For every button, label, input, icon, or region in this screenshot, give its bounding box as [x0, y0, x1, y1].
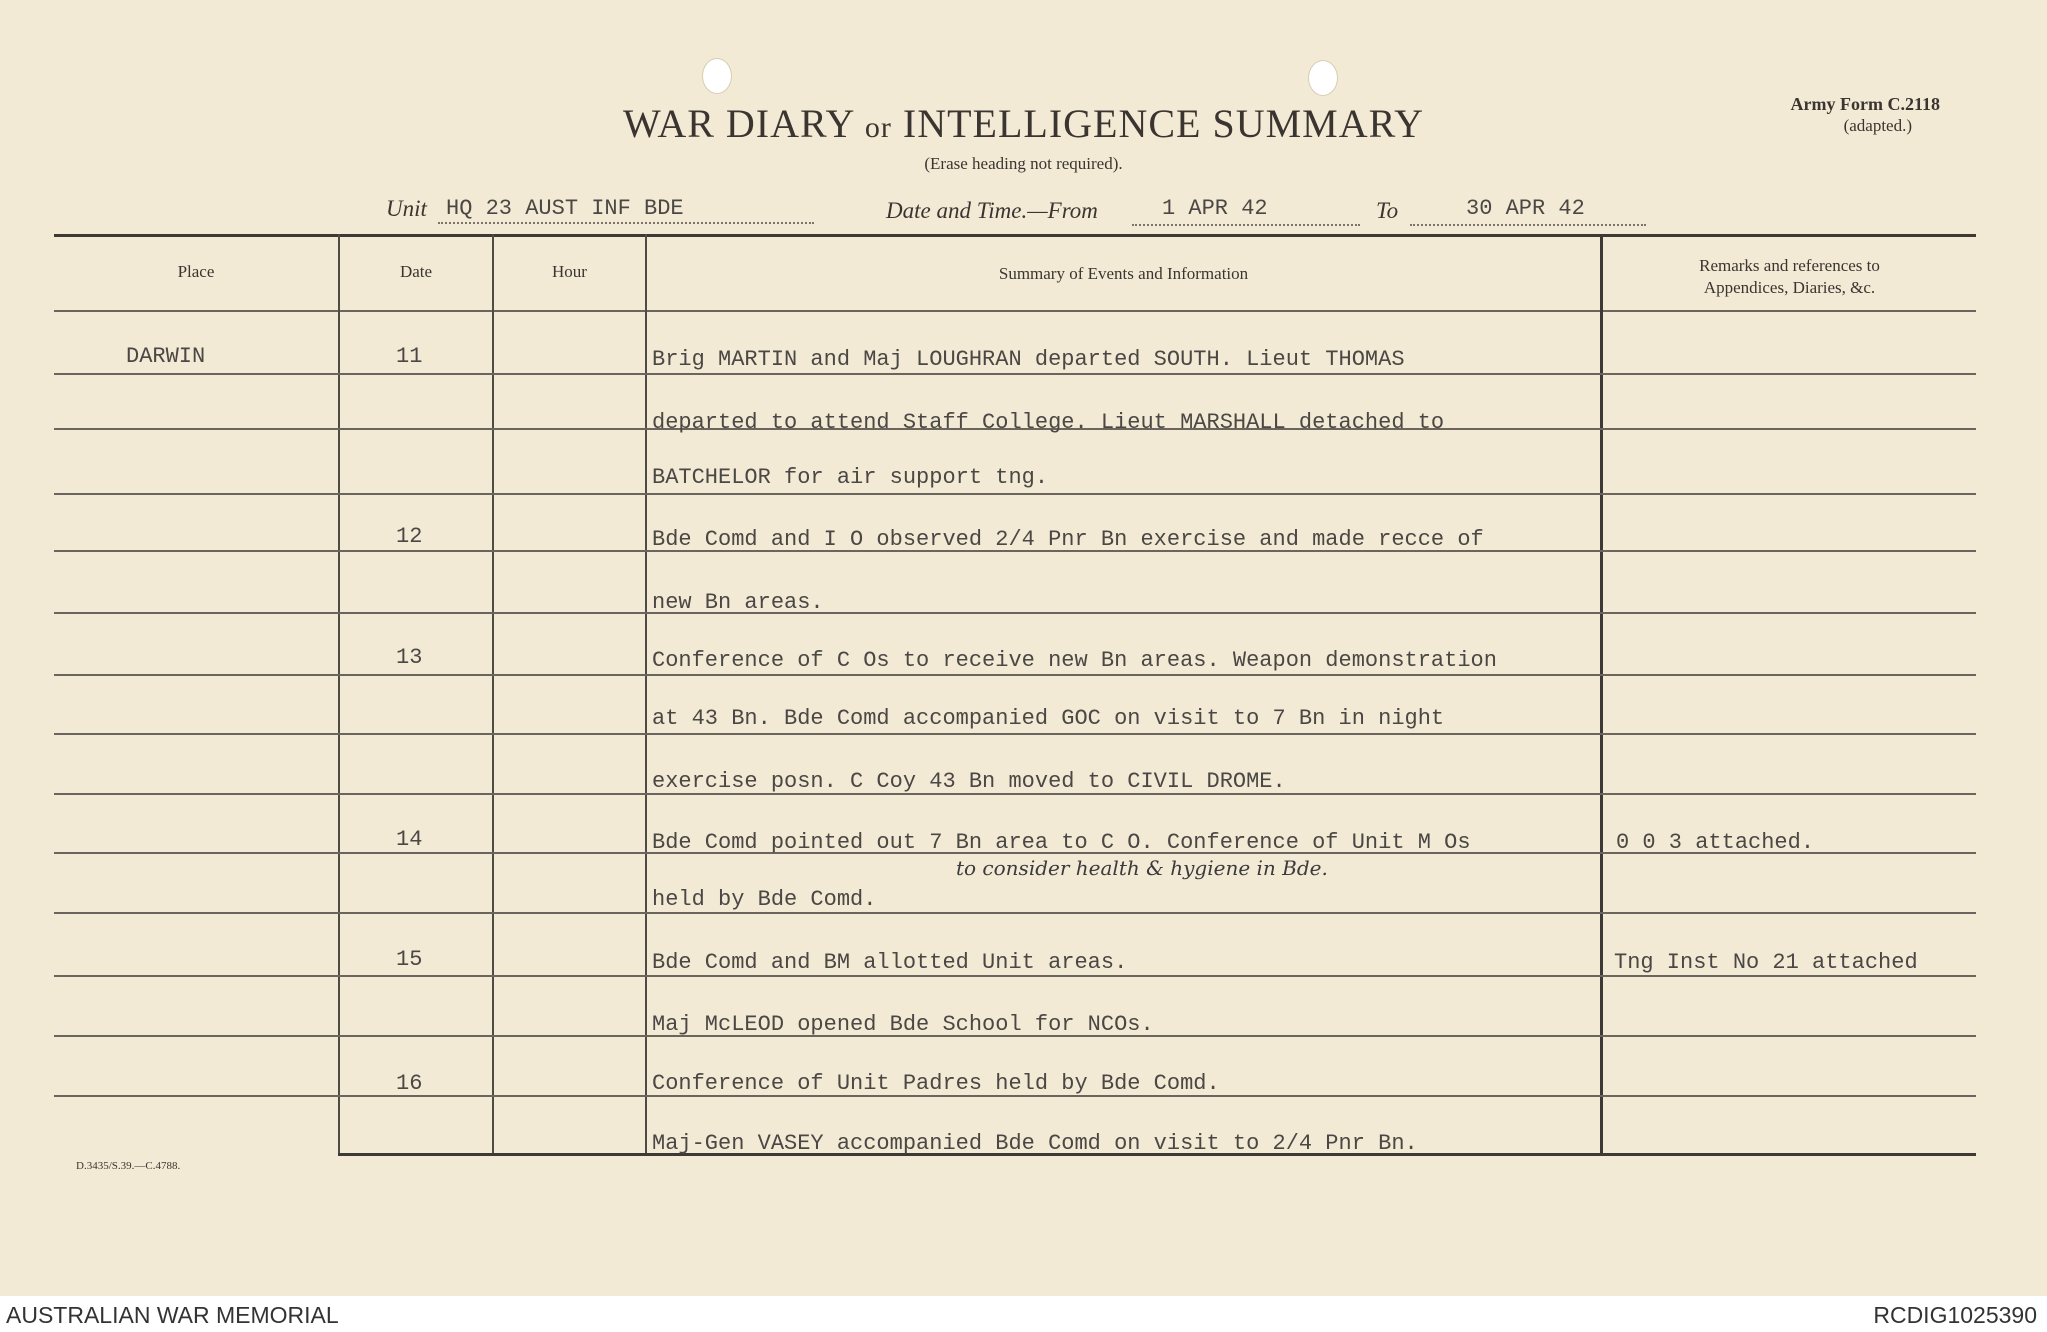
table-top-rule: [54, 234, 1976, 237]
col-header-place: Place: [177, 262, 215, 281]
row-rule: [54, 733, 1976, 735]
summary-cell: Conference of C Os to receive new Bn areas. Weapon demonstration: [652, 648, 1497, 673]
summary-cell: exercise posn. C Coy 43 Bn moved to CIVIL DROME.: [652, 769, 1286, 794]
col-divider-place: [338, 234, 340, 1154]
remarks-cell: 0 0 3 attached.: [1616, 830, 1815, 855]
to-value: 30 APR 42: [1466, 196, 1585, 221]
summary-cell: held by Bde Comd.: [652, 887, 877, 912]
date-cell: 11: [396, 344, 423, 369]
summary-cell: BATCHELOR for air support tng.: [652, 465, 1049, 490]
subtitle: (Erase heading not required).: [924, 154, 1123, 173]
col-divider-hour: [645, 234, 647, 1154]
col-divider-date: [492, 234, 494, 1154]
to-label: To: [1376, 198, 1399, 223]
punch-hole-right: [1308, 60, 1338, 96]
form-note: (adapted.): [1843, 116, 1912, 135]
col-divider-summary: [1600, 234, 1603, 1154]
title-war-diary: WAR DIARY: [623, 101, 854, 146]
date-cell: 14: [396, 827, 423, 852]
unit-value: HQ 23 AUST INF BDE: [446, 196, 684, 221]
date-label: Date and Time.—From: [886, 198, 1098, 223]
col-header-summary: Summary of Events and Information: [998, 264, 1249, 283]
col-header-hour: Hour: [552, 262, 587, 281]
date-cell: 12: [396, 524, 423, 549]
to-dotted-line: [1410, 224, 1646, 226]
row-rule: [54, 912, 1976, 914]
summary-cell: Bde Comd and I O observed 2/4 Pnr Bn exercise and made recce of: [652, 527, 1484, 552]
summary-cell: Maj-Gen VASEY accompanied Bde Comd on visit to 2/4 Pnr Bn.: [652, 1131, 1418, 1156]
from-value: 1 APR 42: [1162, 196, 1268, 221]
summary-cell: Bde Comd and BM allotted Unit areas.: [652, 950, 1128, 975]
summary-cell: new Bn areas.: [652, 590, 824, 615]
date-cell: 15: [396, 947, 423, 972]
remarks-cell: Tng Inst No 21 attached: [1614, 950, 1918, 975]
unit-label: Unit: [386, 196, 427, 221]
form-number: Army Form C.2118: [1790, 94, 1940, 114]
print-code: D.3435/S.39.—C.4788.: [76, 1160, 181, 1172]
header-rule: [54, 310, 1976, 312]
handwritten-annotation: to consider health & hygiene in Bde.: [956, 856, 1328, 880]
col-header-remarks-line2: Appendices, Diaries, &c.: [1703, 278, 1876, 297]
punch-hole-left: [702, 58, 732, 94]
row-rule: [54, 975, 1976, 977]
title-intelligence-summary: INTELLIGENCE SUMMARY: [902, 101, 1424, 146]
from-dotted-line: [1132, 224, 1360, 226]
footer-record-id: RCDIG1025390: [1873, 1302, 2037, 1328]
summary-cell: Conference of Unit Padres held by Bde Comd.: [652, 1071, 1220, 1096]
unit-dotted-line: [438, 222, 814, 224]
summary-cell: at 43 Bn. Bde Comd accompanied GOC on visit to 7 Bn in night: [652, 706, 1445, 731]
row-rule: [54, 674, 1976, 676]
summary-cell: departed to attend Staff College. Lieut MARSHALL detached to: [652, 410, 1445, 435]
date-cell: 16: [396, 1071, 423, 1096]
summary-cell: Brig MARTIN and Maj LOUGHRAN departed SOUTH. Lieut THOMAS: [652, 347, 1405, 372]
place-cell: DARWIN: [126, 344, 206, 369]
col-header-date: Date: [399, 262, 433, 281]
row-rule: [54, 612, 1976, 614]
date-cell: 13: [396, 645, 423, 670]
row-rule: [54, 373, 1976, 375]
col-header-remarks-line1: Remarks and references to: [1699, 256, 1880, 275]
summary-cell: Bde Comd pointed out 7 Bn area to C O. Conference of Unit M Os: [652, 830, 1471, 855]
footer-archive-name: AUSTRALIAN WAR MEMORIAL: [6, 1302, 339, 1328]
title-or: or: [864, 111, 892, 144]
summary-cell: Maj McLEOD opened Bde School for NCOs.: [652, 1012, 1154, 1037]
row-rule: [54, 493, 1976, 495]
